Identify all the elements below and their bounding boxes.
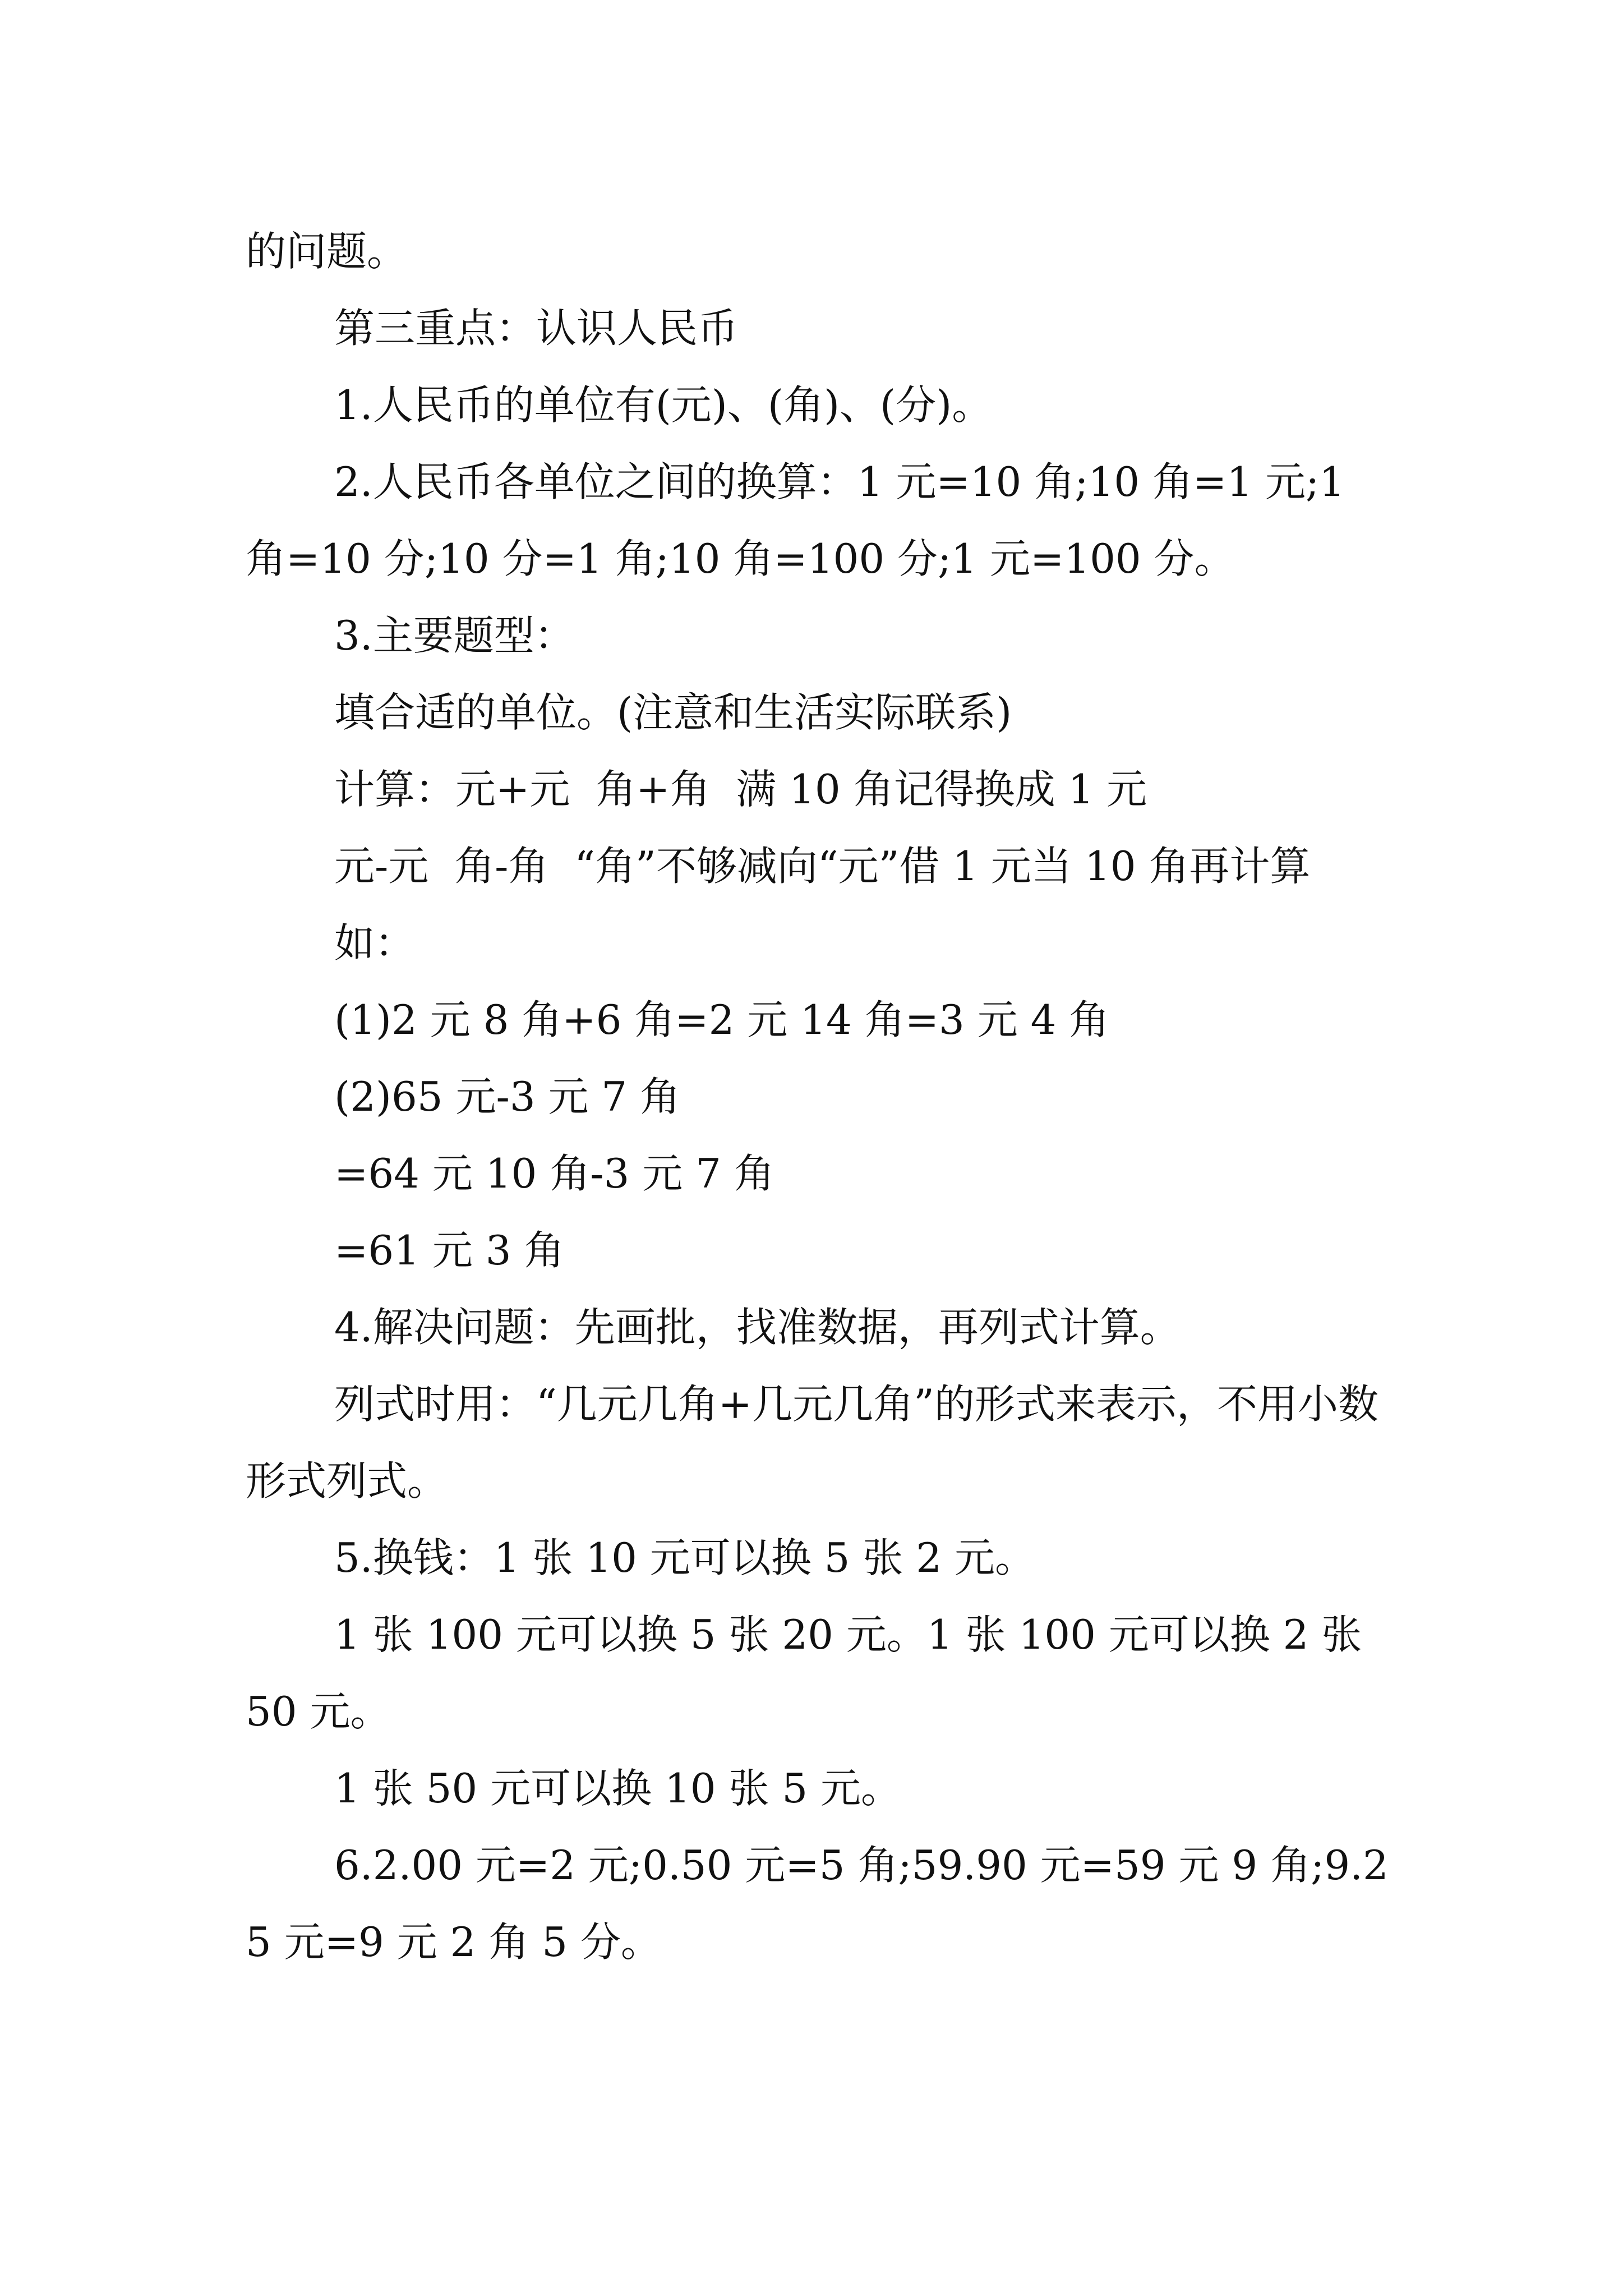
paragraph-item-2: 2.人民币各单位之间的换算：1 元=10 角;10 角=1 元;1 角=10 分;10 分=1 角;10 角=100 分;1 元=100 分。 [246, 458, 1358, 582]
paragraph-calc-subtract: 元-元 角-角 “角”不够减向“元”借 1 元当 10 角再计算 [334, 843, 1311, 890]
paragraph-continuation: 的问题。 [246, 228, 408, 275]
paragraph-item-3: 3.主要题型： [334, 612, 575, 659]
section-heading: 第三重点：认识人民币 [334, 305, 739, 352]
paragraph-example-1: (1)2 元 8 角+6 角=2 元 14 角=3 元 4 角 [334, 996, 1110, 1043]
paragraph-item-5-detail-1: 1 张 100 元可以换 5 张 20 元。1 张 100 元可以换 2 张 50 元。 [246, 1611, 1375, 1735]
paragraph-example-2-step-2: =61 元 3 角 [334, 1227, 565, 1274]
paragraph-item-5-detail-2: 1 张 50 元可以换 10 张 5 元。 [334, 1765, 902, 1812]
paragraph-example-label: 如： [334, 919, 416, 967]
paragraph-example-2: (2)65 元-3 元 7 角 [334, 1073, 681, 1120]
paragraph-item-5: 5.换钱：1 张 10 元可以换 5 张 2 元。 [334, 1534, 1035, 1581]
paragraph-calc-add: 计算：元+元 角+角 满 10 角记得换成 1 元 [334, 766, 1147, 813]
paragraph-item-4-note: 列式时用：“几元几角+几元几角”的形式来表示，不用小数形式列式。 [246, 1381, 1378, 1504]
paragraph-fill-unit: 填合适的单位。(注意和生活实际联系) [334, 689, 1012, 736]
document-body [246, 213, 1390, 1981]
paragraph-example-2-step-1: =64 元 10 角-3 元 7 角 [334, 1150, 774, 1197]
paragraph-item-6: 6.2.00 元=2 元;0.50 元=5 角;59.90 元=59 元 9 角;9.25 元=9 元 2 角 5 分。 [246, 1842, 1389, 1966]
paragraph-item-4: 4.解决问题：先画批，找准数据，再列式计算。 [334, 1304, 1181, 1351]
paragraph-item-1: 1.人民币的单位有(元)、(角)、(分)。 [334, 381, 993, 429]
